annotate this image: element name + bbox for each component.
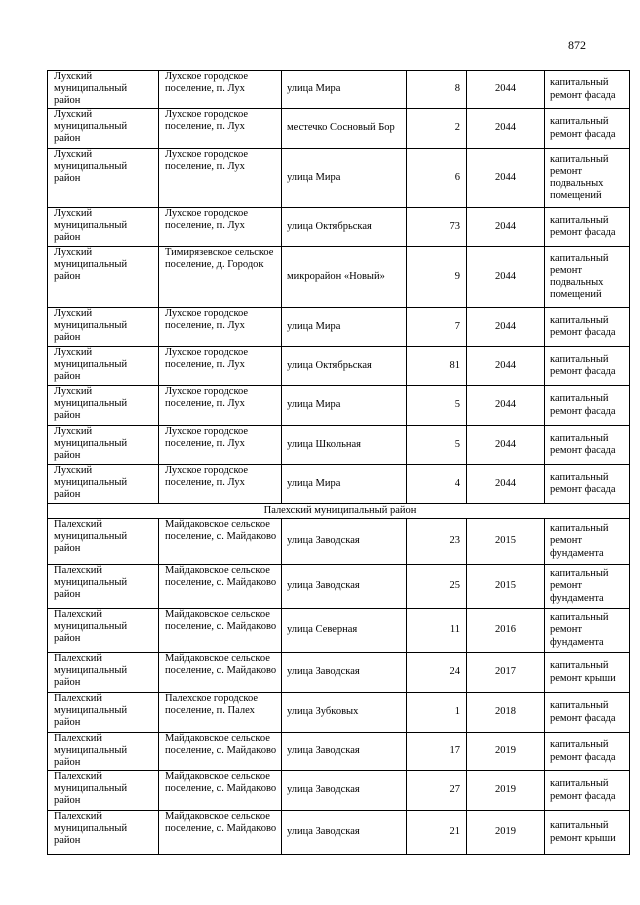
settlement-cell: Майдаковское сельское поселение, с. Майдаково	[159, 653, 282, 693]
district-cell: Палехский муниципальный район	[48, 693, 159, 733]
settlement-cell: Палехское городское поселение, п. Палех	[159, 693, 282, 733]
page-number: 872	[568, 38, 586, 52]
street-cell: улица Мира	[282, 71, 407, 109]
house-number-cell: 6	[407, 149, 467, 208]
year-cell: 2044	[467, 308, 545, 347]
table-row	[48, 771, 630, 811]
street-cell: улица Заводская	[282, 519, 407, 565]
house-number-cell: 8	[407, 71, 467, 109]
year-cell: 2015	[467, 565, 545, 609]
table-row	[48, 208, 630, 247]
year-cell: 2044	[467, 247, 545, 308]
street-cell: улица Октябрьская	[282, 347, 407, 386]
district-cell: Лухский муниципальный район	[48, 109, 159, 149]
work-type-cell: капитальный ремонт фундамента	[545, 565, 630, 609]
district-cell: Палехский муниципальный район	[48, 653, 159, 693]
year-cell: 2044	[467, 426, 545, 465]
year-cell: 2019	[467, 733, 545, 771]
district-cell: Палехский муниципальный район	[48, 733, 159, 771]
district-cell: Палехский муниципальный район	[48, 565, 159, 609]
year-cell: 2018	[467, 693, 545, 733]
work-type-cell: капитальный ремонт подвальных помещений	[545, 247, 630, 308]
settlement-cell: Лухское городское поселение, п. Лух	[159, 308, 282, 347]
district-cell: Лухский муниципальный район	[48, 149, 159, 208]
work-type-cell: капитальный ремонт фасада	[545, 386, 630, 426]
street-cell: улица Заводская	[282, 771, 407, 811]
district-cell: Лухский муниципальный район	[48, 247, 159, 308]
section-header-row	[48, 504, 630, 519]
table-row	[48, 71, 630, 109]
table-row	[48, 519, 630, 565]
work-type-cell: капитальный ремонт фасада	[545, 426, 630, 465]
year-cell: 2044	[467, 386, 545, 426]
house-number-cell: 81	[407, 347, 467, 386]
work-type-cell: капитальный ремонт крыши	[545, 811, 630, 855]
work-type-cell: капитальный ремонт крыши	[545, 653, 630, 693]
street-cell: улица Заводская	[282, 733, 407, 771]
settlement-cell: Лухское городское поселение, п. Лух	[159, 386, 282, 426]
work-type-cell: капитальный ремонт фасада	[545, 109, 630, 149]
table-row	[48, 347, 630, 386]
house-number-cell: 9	[407, 247, 467, 308]
year-cell: 2044	[467, 208, 545, 247]
settlement-cell: Лухское городское поселение, п. Лух	[159, 109, 282, 149]
street-cell: местечко Сосновый Бор	[282, 109, 407, 149]
work-type-cell: капитальный ремонт фасада	[545, 771, 630, 811]
house-number-cell: 5	[407, 386, 467, 426]
work-type-cell: капитальный ремонт фасада	[545, 733, 630, 771]
district-cell: Лухский муниципальный район	[48, 426, 159, 465]
street-cell: улица Мира	[282, 465, 407, 504]
table-row	[48, 308, 630, 347]
work-type-cell: капитальный ремонт фасада	[545, 693, 630, 733]
house-number-cell: 11	[407, 609, 467, 653]
house-number-cell: 25	[407, 565, 467, 609]
year-cell: 2044	[467, 465, 545, 504]
table-row	[48, 733, 630, 771]
work-type-cell: капитальный ремонт фасада	[545, 308, 630, 347]
year-cell: 2015	[467, 519, 545, 565]
house-number-cell: 24	[407, 653, 467, 693]
district-cell: Лухский муниципальный район	[48, 386, 159, 426]
street-cell: микрорайон «Новый»	[282, 247, 407, 308]
district-cell: Лухский муниципальный район	[48, 308, 159, 347]
year-cell: 2044	[467, 71, 545, 109]
settlement-cell: Лухское городское поселение, п. Лух	[159, 149, 282, 208]
table-row	[48, 565, 630, 609]
house-number-cell: 5	[407, 426, 467, 465]
work-type-cell: капитальный ремонт фасада	[545, 465, 630, 504]
settlement-cell: Майдаковское сельское поселение, с. Майдаково	[159, 565, 282, 609]
street-cell: улица Зубковых	[282, 693, 407, 733]
year-cell: 2019	[467, 811, 545, 855]
work-type-cell: капитальный ремонт фундамента	[545, 519, 630, 565]
house-number-cell: 73	[407, 208, 467, 247]
street-cell: улица Октябрьская	[282, 208, 407, 247]
settlement-cell: Лухское городское поселение, п. Лух	[159, 347, 282, 386]
district-cell: Лухский муниципальный район	[48, 208, 159, 247]
house-number-cell: 7	[407, 308, 467, 347]
street-cell: улица Заводская	[282, 653, 407, 693]
settlement-cell: Лухское городское поселение, п. Лух	[159, 426, 282, 465]
house-number-cell: 23	[407, 519, 467, 565]
district-cell: Палехский муниципальный район	[48, 811, 159, 855]
table-row	[48, 465, 630, 504]
registry-table	[47, 70, 630, 855]
settlement-cell: Майдаковское сельское поселение, с. Майдаково	[159, 771, 282, 811]
district-cell: Палехский муниципальный район	[48, 609, 159, 653]
district-cell: Лухский муниципальный район	[48, 347, 159, 386]
table-row	[48, 609, 630, 653]
table-row	[48, 386, 630, 426]
work-type-cell: капитальный ремонт фасада	[545, 347, 630, 386]
house-number-cell: 4	[407, 465, 467, 504]
settlement-cell: Лухское городское поселение, п. Лух	[159, 71, 282, 109]
settlement-cell: Майдаковское сельское поселение, с. Майдаково	[159, 811, 282, 855]
table-row	[48, 426, 630, 465]
table-row	[48, 247, 630, 308]
year-cell: 2019	[467, 771, 545, 811]
house-number-cell: 2	[407, 109, 467, 149]
settlement-cell: Майдаковское сельское поселение, с. Майдаково	[159, 519, 282, 565]
registry-body	[48, 71, 630, 855]
section-title: Палехский муниципальный район	[48, 504, 630, 519]
street-cell: улица Мира	[282, 386, 407, 426]
settlement-cell: Майдаковское сельское поселение, с. Майдаково	[159, 733, 282, 771]
street-cell: улица Мира	[282, 149, 407, 208]
street-cell: улица Заводская	[282, 565, 407, 609]
settlement-cell: Тимирязевское сельское поселение, д. Городок	[159, 247, 282, 308]
year-cell: 2044	[467, 149, 545, 208]
year-cell: 2044	[467, 109, 545, 149]
table-row	[48, 149, 630, 208]
year-cell: 2044	[467, 347, 545, 386]
table-row	[48, 653, 630, 693]
district-cell: Лухский муниципальный район	[48, 71, 159, 109]
house-number-cell: 1	[407, 693, 467, 733]
street-cell: улица Школьная	[282, 426, 407, 465]
street-cell: улица Мира	[282, 308, 407, 347]
table-row	[48, 811, 630, 855]
table-row	[48, 693, 630, 733]
work-type-cell: капитальный ремонт подвальных помещений	[545, 149, 630, 208]
street-cell: улица Заводская	[282, 811, 407, 855]
year-cell: 2017	[467, 653, 545, 693]
year-cell: 2016	[467, 609, 545, 653]
district-cell: Палехский муниципальный район	[48, 771, 159, 811]
work-type-cell: капитальный ремонт фасада	[545, 71, 630, 109]
house-number-cell: 27	[407, 771, 467, 811]
settlement-cell: Лухское городское поселение, п. Лух	[159, 208, 282, 247]
work-type-cell: капитальный ремонт фасада	[545, 208, 630, 247]
district-cell: Палехский муниципальный район	[48, 519, 159, 565]
settlement-cell: Лухское городское поселение, п. Лух	[159, 465, 282, 504]
house-number-cell: 21	[407, 811, 467, 855]
settlement-cell: Майдаковское сельское поселение, с. Майдаково	[159, 609, 282, 653]
work-type-cell: капитальный ремонт фундамента	[545, 609, 630, 653]
house-number-cell: 17	[407, 733, 467, 771]
district-cell: Лухский муниципальный район	[48, 465, 159, 504]
table-row	[48, 109, 630, 149]
street-cell: улица Северная	[282, 609, 407, 653]
